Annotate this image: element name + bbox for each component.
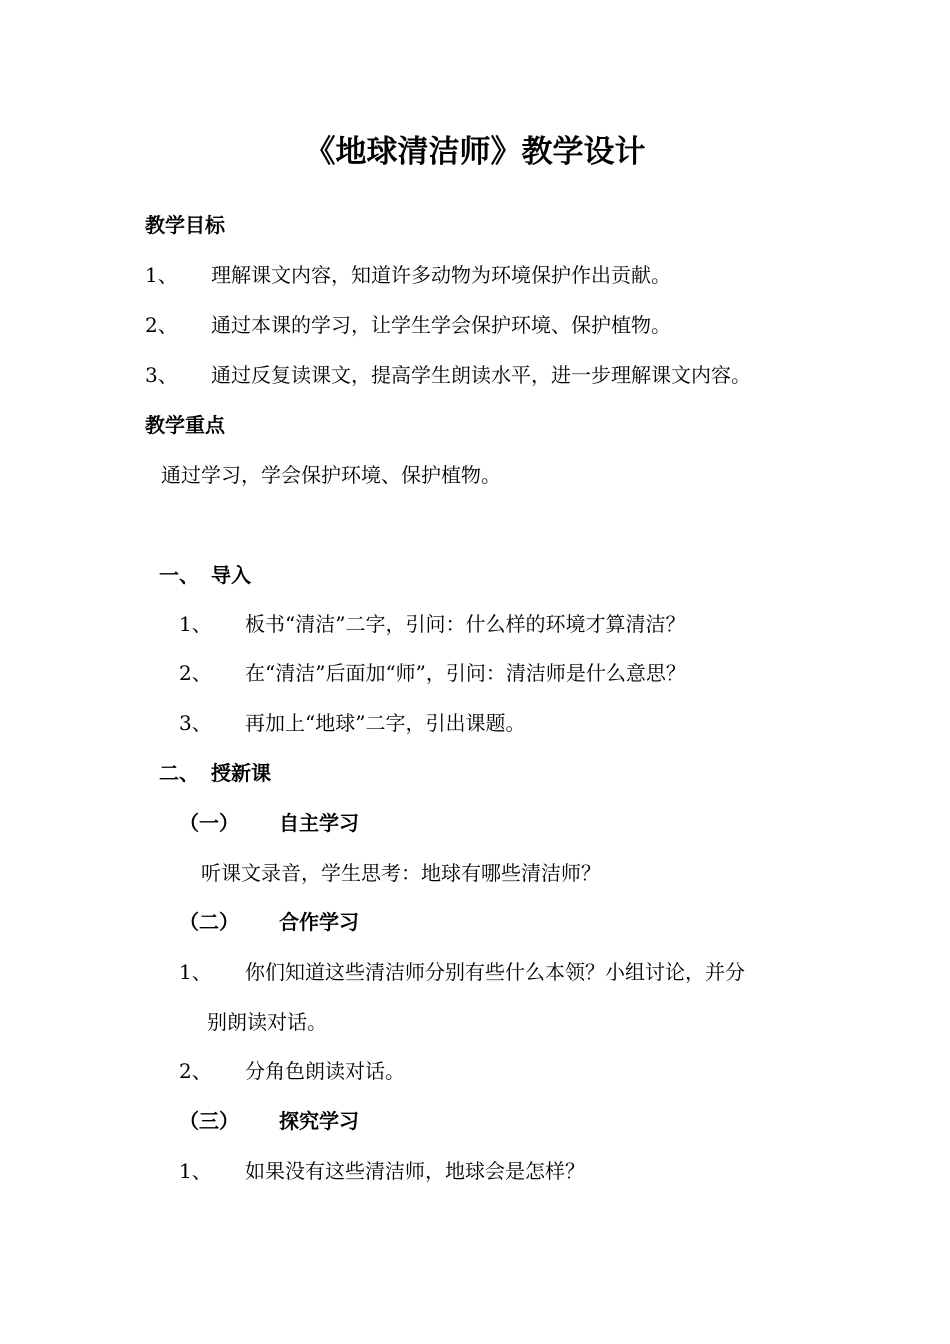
list-item-text-continued: 别朗读对话。 [207,1010,327,1034]
section-number: 二、 [159,761,199,785]
subsection-number: （一） [179,811,239,835]
list-number: 1、 [179,960,212,984]
list-item-text: 板书“清洁”二字，引问：什么样的环境才算清洁？ [245,612,686,636]
list-number: 2、 [179,661,212,685]
objective-text: 理解课文内容，知道许多动物为环境保护作出贡献。 [211,263,671,287]
section-number: 一、 [159,563,199,587]
list-item-text: 在“清洁”后面加“师”，引问：清洁师是什么意思？ [245,661,686,685]
objective-text: 通过反复读课文，提高学生朗读水平，进一步理解课文内容。 [211,363,751,387]
subsection-number: （二） [179,910,239,934]
document-title: 《地球清洁师》教学设计 [304,134,646,170]
list-number: 1、 [179,1159,212,1183]
list-number: 3、 [179,711,212,735]
objective-number: 2、 [145,313,178,337]
list-item-text: 如果没有这些清洁师，地球会是怎样？ [245,1159,585,1183]
list-item-text: 你们知道这些清洁师分别有些什么本领？小组讨论，并分 [245,960,745,984]
section-heading: 授新课 [211,761,271,785]
list-number: 1、 [179,612,212,636]
key-points-heading: 教学重点 [145,413,225,437]
objectives-heading: 教学目标 [145,213,225,237]
objective-number: 3、 [145,363,178,387]
subsection-heading: 自主学习 [279,811,359,835]
key-points-text: 通过学习，学会保护环境、保护植物。 [161,463,501,487]
subsection-heading: 合作学习 [279,910,359,934]
list-item-text: 再加上“地球”二字，引出课题。 [245,711,526,735]
objective-text: 通过本课的学习，让学生学会保护环境、保护植物。 [211,313,671,337]
subsection-text: 听课文录音，学生思考：地球有哪些清洁师？ [201,861,601,885]
list-item-text: 分角色朗读对话。 [245,1059,405,1083]
section-heading: 导入 [211,563,251,587]
subsection-number: （三） [179,1109,239,1133]
list-number: 2、 [179,1059,212,1083]
objective-number: 1、 [145,263,178,287]
subsection-heading: 探究学习 [279,1109,359,1133]
